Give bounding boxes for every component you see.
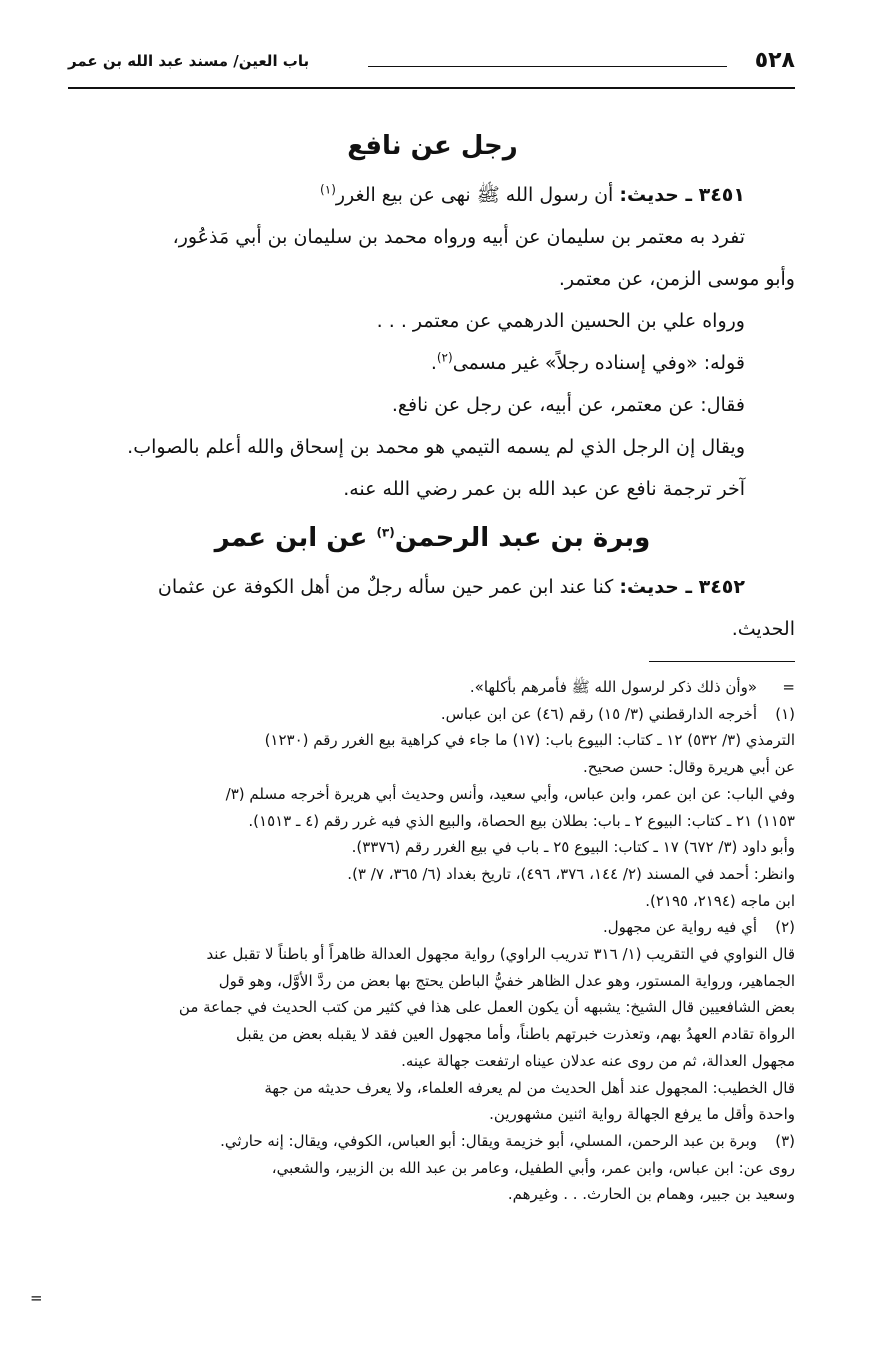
footnotes (70, 674, 795, 1208)
footnote-ref: (٣) (376, 525, 395, 540)
hadith-number: ٣٤٥١ ـ حديث: (619, 184, 745, 206)
footnote-line: أخرجه الدارقطني (٣/ ١٥) رقم (٤٦) عن ابن عباس. (440, 704, 757, 723)
text-line: فقال: عن معتمر، عن أبيه، عن رجل عن نافع. (391, 394, 745, 416)
footnote-marker: (٢) (775, 918, 795, 937)
footnote-marker: (١) (775, 704, 795, 723)
main-text (70, 118, 795, 650)
footnote-3-body (70, 1155, 795, 1208)
page-header (68, 46, 795, 76)
footnote-line: وبرة بن عبد الرحمن، المسلي، أبو خزيمة ويقال: أبو العباس، الكوفي، ويقال: إنه حارثي. (220, 1131, 757, 1150)
footnote-rule (649, 661, 795, 662)
qawluh-text: قوله: «وفي إسناده رجلاً» غير مسمى (452, 352, 745, 374)
page-number: ٥٢٨ (754, 48, 795, 73)
footnote-line: روى عن: ابن عباس، وابن عمر، وأبي الطفيل، وعامر بن عبد الله بن الزبير، والشعبي، (271, 1158, 795, 1177)
section-title-2 (70, 510, 795, 566)
text-line: ورواه علي بن الحسين الدرهمي عن معتمر . . . (376, 310, 745, 332)
section-title-part: وبرة بن عبد الرحمن (394, 523, 651, 553)
footnote-line: وأبو داود (٣/ ٦٧٢) ١٧ ـ كتاب: البيوع ٢٥ ـ باب في بيع الغرر رقم (٣٣٧٦). (351, 838, 795, 857)
hadith-text: كنا عند ابن عمر حين سأله رجلٌ من أهل الكوفة عن عثمان (157, 576, 614, 598)
footnote-2-body (70, 941, 795, 1128)
footnote-line: الترمذي (٣/ ٥٣٢) ١٢ ـ كتاب: البيوع باب: (١٧) ما جاء في كراهية بيع الغرر رقم (١٢٣٠) (264, 731, 795, 750)
footnote-continuation (70, 674, 795, 701)
running-title: باب العين/ مسند عبد الله بن عمر (68, 52, 310, 70)
footnote-line: واحدة وأقل ما يرفع الجهالة رواية اثنين مشهورين. (489, 1105, 795, 1124)
footnote-line: ابن ماجه (٢١٩٤، ٢١٩٥). (645, 891, 795, 910)
footnote-marker: = (782, 678, 795, 696)
footnote-1-body (70, 727, 795, 914)
footnote-line: وانظر: أحمد في المسند (٢/ ١٤٤، ٣٧٦، ٤٩٦)، تاريخ بغداد (٦/ ٣٦٥، ٧/ ٣). (347, 864, 795, 883)
text-line: آخر ترجمة نافع عن عبد الله بن عمر رضي الله عنه. (343, 478, 745, 500)
footnote-line: أي فيه رواية عن مجهول. (602, 918, 757, 937)
footnote-2 (70, 914, 795, 941)
header-dash-line (368, 66, 727, 67)
hadith-3452 (70, 566, 795, 608)
text-line: ويقال إن الرجل الذي لم يسمه التيمي هو محمد بن إسحاق والله أعلم بالصواب. (127, 436, 745, 458)
text-line: تفرد به معتمر بن سليمان عن أبيه ورواه محمد بن سليمان بن أبي مَذعُور، (172, 226, 745, 248)
qawluh-line: قوله: «وفي إسناده رجلاً» غير مسمى$^{(٢)}$. (430, 350, 745, 374)
footnote-line: وسعيد بن جبير، وهمام بن الحارث. . . وغيرهم. (507, 1185, 795, 1204)
footnote-line: وفي الباب: عن ابن عمر، وابن عباس، وأبي سعيد، وأنس وحديث أبي هريرة أخرجه مسلم (٣/ (225, 784, 795, 803)
footnote-line: بعض الشافعيين قال الشيخ: يشبهه أن يكون العمل على هذا في كثير من كتب الحديث في جماعة من (178, 998, 795, 1017)
footnote-line: عن أبي هريرة وقال: حسن صحيح. (583, 758, 795, 777)
footnote-line: ١١٥٣) ٢١ ـ كتاب: البيوع ٢ ـ باب: بطلان بيع الحصاة، والبيع الذي فيه غرر رقم (٤ ـ ١٥١٣). (248, 811, 795, 830)
footnote-line: الرواة تقادم العهدُ بهم، وتعذرت خبرتهم باطناً، وأما مجهول العين فقد لا يقبله بعض من يقبل (235, 1025, 795, 1044)
footnote-line: الجماهير، ورواية المستور، وهو عدل الظاهر خفيُّ الباطن يحتج بها بعض من ردَّ الأوَّل، وهو قول (218, 971, 795, 990)
section-title-part: عن ابن عمر (214, 523, 377, 553)
text-line: الحديث. (731, 618, 795, 640)
continuation-mark: = (30, 1289, 43, 1307)
footnote-1 (70, 701, 795, 728)
footnote-line: «وأن ذلك ذكر لرسول الله ﷺ فأمرهم بأكلها». (469, 678, 757, 696)
hadith-3451 (70, 174, 795, 216)
footnote-ref: (٢) (436, 350, 453, 365)
hadith-text: أن رسول الله ﷺ نهى عن بيع الغرر (335, 184, 614, 206)
footnote-3 (70, 1128, 795, 1155)
footnote-line: قال الخطيب: المجهول عند أهل الحديث من لم يعرفه العلماء، ولا يعرف حديثه من جهة (264, 1078, 795, 1097)
hadith-number: ٣٤٥٢ ـ حديث: (619, 576, 745, 598)
footnote-marker: (٣) (775, 1131, 795, 1150)
footnote-line: قال النواوي في التقريب (١/ ٣١٦ تدريب الراوي) رواية مجهول العدالة ظاهراً أو باطناً لا تقبل عند (206, 945, 795, 964)
section-title-1: رجل عن نافع (347, 131, 518, 161)
header-rule (68, 87, 795, 89)
footnote-line: مجهول العدالة، ثم من روى عنه عدلان عيناه ارتفعت جهالة عينه. (401, 1051, 795, 1070)
footnote-ref: (١) (320, 182, 336, 197)
text-line: وأبو موسى الزمن، عن معتمر. (558, 268, 795, 290)
